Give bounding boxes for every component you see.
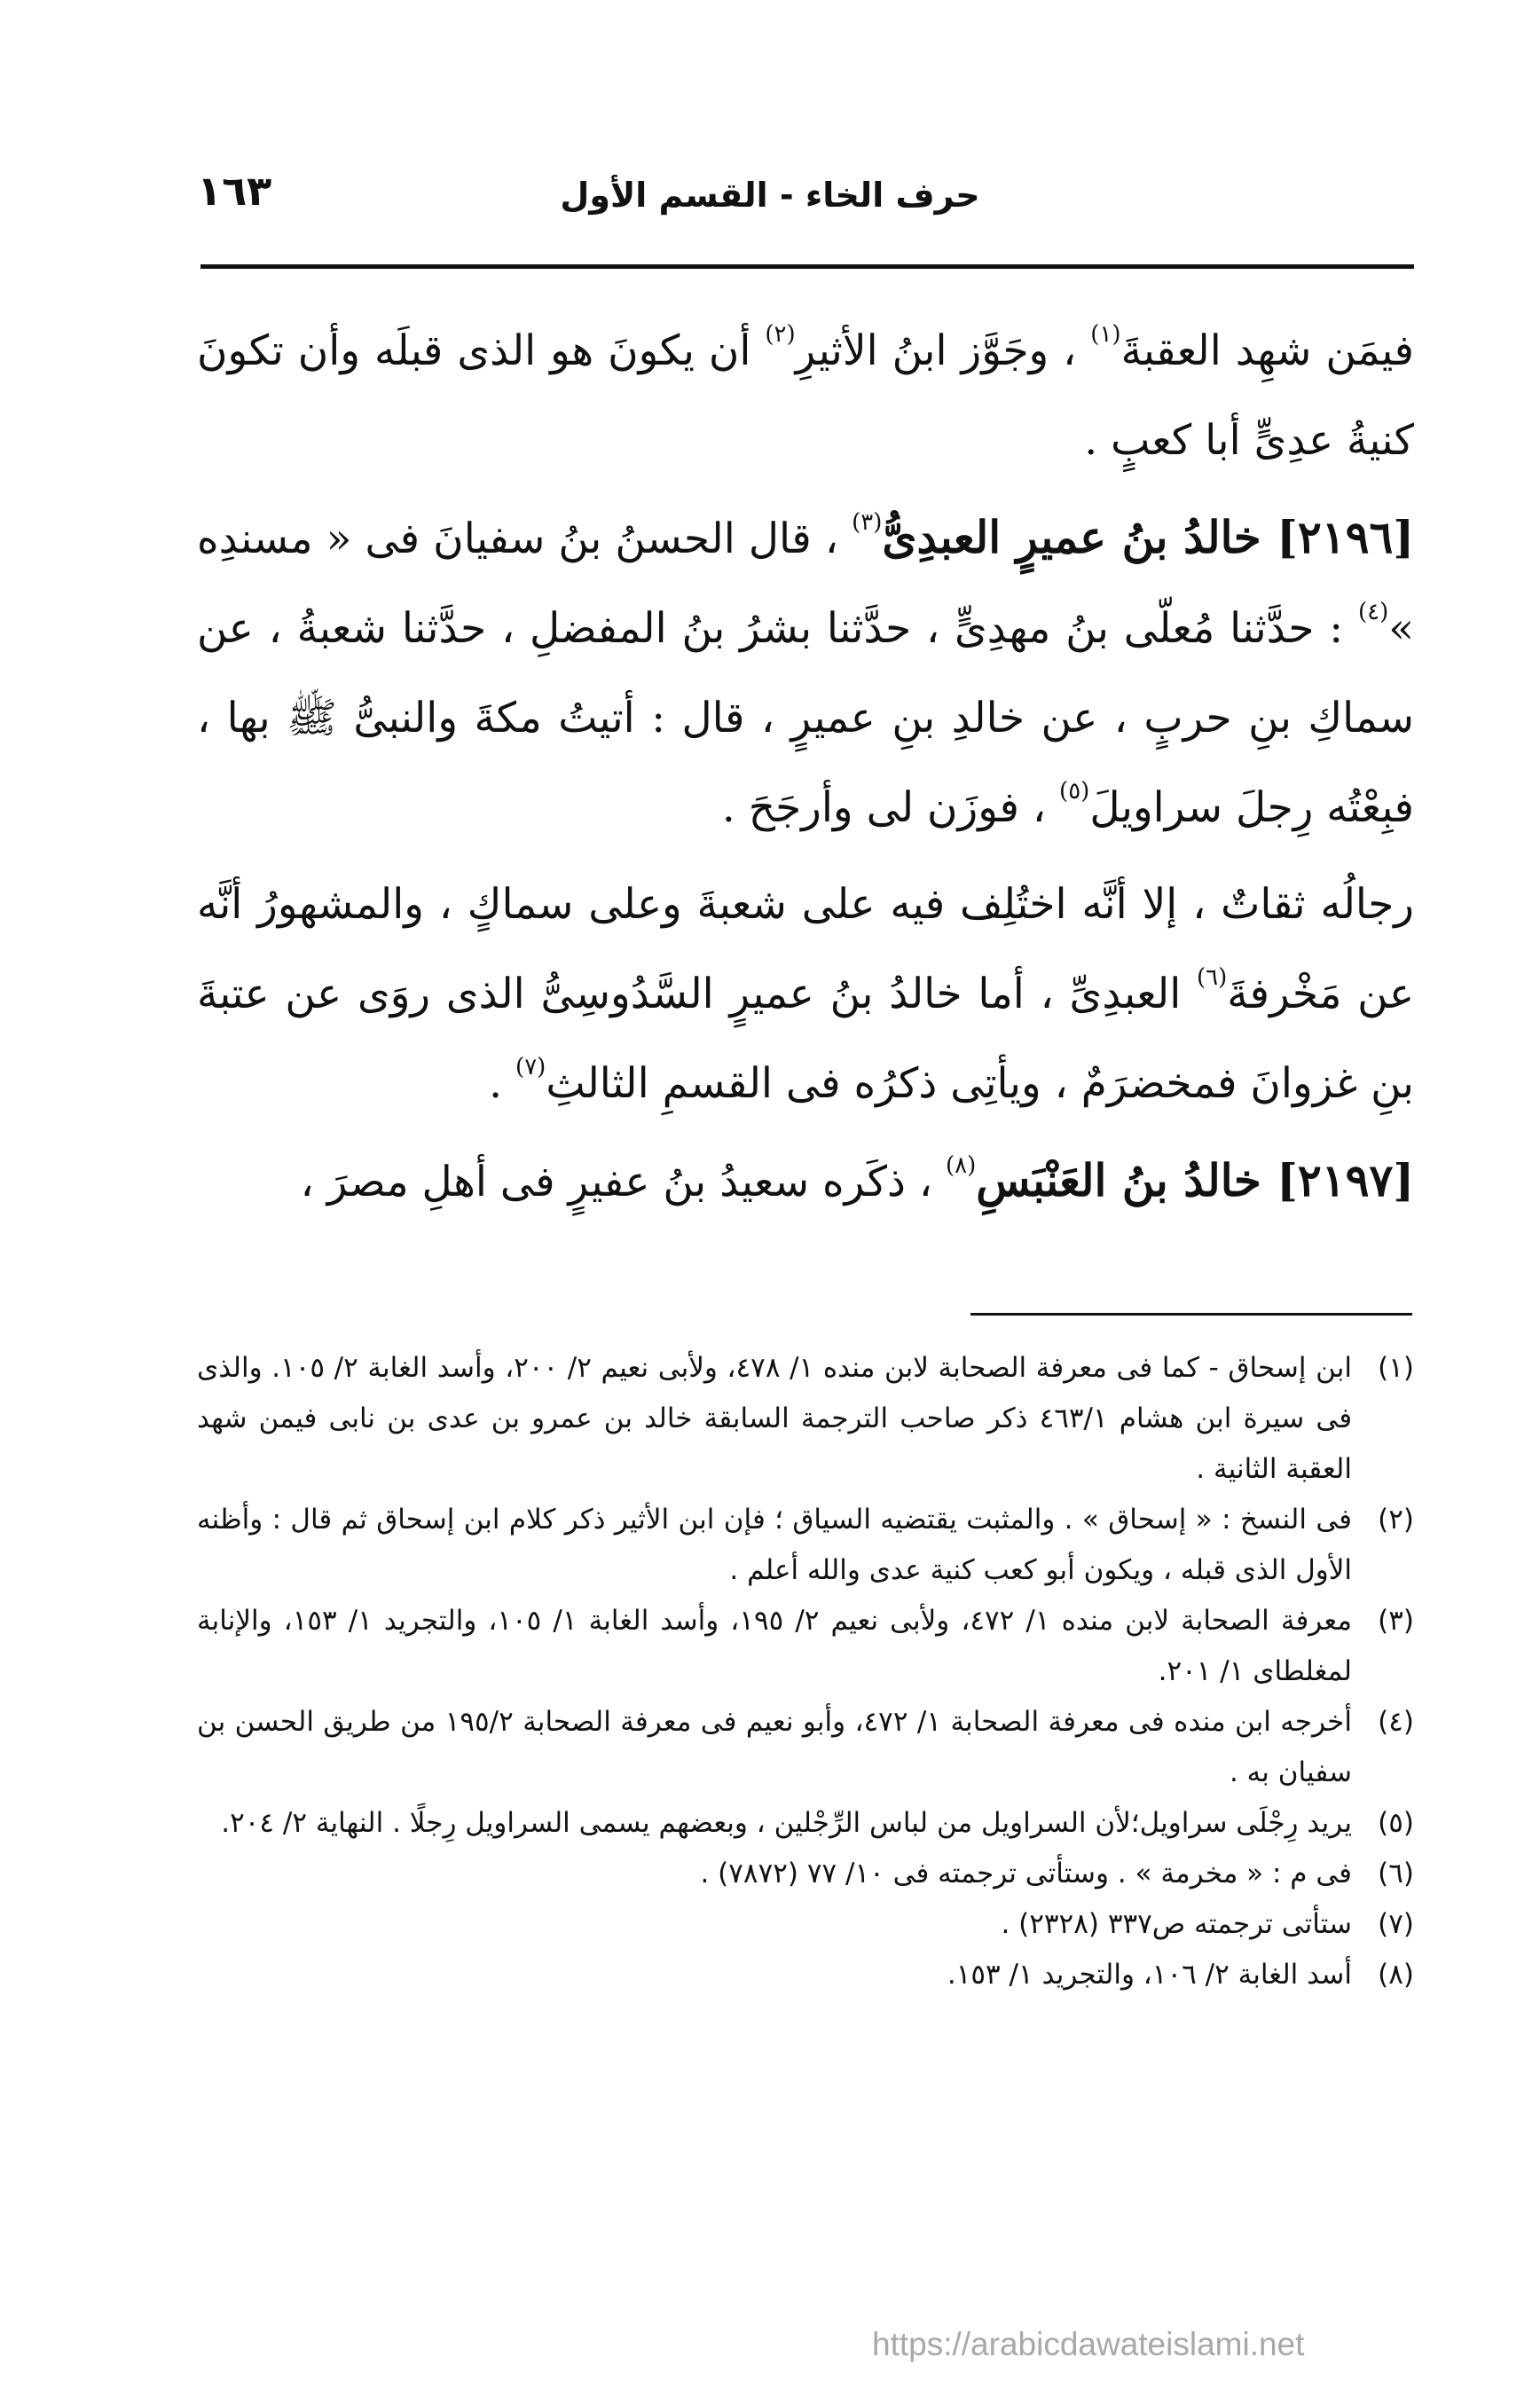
- paragraph-1: [197, 306, 1414, 485]
- header-divider: [200, 264, 1414, 269]
- footnote-item: [197, 1697, 1414, 1798]
- text-run: العبدِىِّ ، أما خالدُ بنُ عميرٍ السَّدُوسِىُّ الذى روَى عن عتبةَ بنِ غزوانَ فمخضرَمٌ ، ويأتِى ذكرُه فى القسمِ الثالثِ: [197, 970, 1414, 1108]
- entry-heading: [٢١٩٧] خالدُ بنُ العَنْبَسِ: [976, 1154, 1414, 1206]
- footnote-item: [197, 1495, 1414, 1596]
- text-run: ، فوزَن لى وأرجَحَ .: [721, 783, 1047, 832]
- footnote-number: (٣): [1378, 1605, 1414, 1637]
- footnote-divider: [970, 1313, 1412, 1316]
- footnote-number: (٤): [1378, 1706, 1414, 1738]
- entry-heading: [٢١٩٦] خالدُ بنُ عميرٍ العبدِىُّ: [882, 511, 1414, 563]
- text-run: : حدَّثنا مُعلّى بنُ مهدِىٍّ ، حدَّثنا بشرُ بنُ المفضلِ ، حدَّثنا شعبةُ ، عن سماكِ بنِ حربٍ ، عن خالدِ بنِ عميرٍ ، قال : أتيتُ مكةَ والنبىُّ ﷺ بها ، فبِعْتُه رِجلَ سراويلَ: [197, 604, 1414, 832]
- footnote-item: [197, 1798, 1414, 1849]
- footnote-ref[interactable]: (٤): [1357, 599, 1389, 625]
- footnote-number: (١): [1378, 1352, 1414, 1384]
- footnote-text: فى م : « مخرمة » . وستأتى ترجمته فى ١٠/ ٧٧ (٧٨٧٢) .: [700, 1858, 1352, 1889]
- text-run: ، وجَوَّز ابنُ الأثيرِ: [795, 326, 1077, 375]
- footnote-item: [197, 1899, 1414, 1950]
- footnote-number: (٧): [1378, 1908, 1414, 1940]
- text-run: ، ذكَره سعيدُ بنُ عفيرٍ فى أهلِ مصرَ ،: [300, 1158, 933, 1206]
- page-number: ١٦٣: [197, 167, 272, 215]
- footnote-number: (٨): [1378, 1959, 1414, 1991]
- footnote-text: أخرجه ابن منده فى معرفة الصحابة ١/ ٤٧٢، وأبو نعيم فى معرفة الصحابة ١٩٥/٢ من طريق الحسن بن سفيان به .: [197, 1706, 1352, 1788]
- footnote-ref[interactable]: (١): [1090, 321, 1121, 348]
- footnote-number: (٦): [1378, 1858, 1414, 1889]
- footnote-ref[interactable]: (٨): [945, 1152, 977, 1179]
- entry-2196: [197, 492, 1414, 852]
- footnote-number: (٢): [1378, 1504, 1414, 1536]
- paragraph-3: [197, 860, 1414, 1128]
- footnote-text: أسد الغابة ٢/ ١٠٦، والتجريد ١/ ١٥٣.: [947, 1959, 1352, 1991]
- text-run: .: [489, 1059, 503, 1108]
- text-run: رجالُه ثقاتٌ ، إلا أنَّه اختُلِف فيه على شعبةَ وعلى سماكٍ ، والمشهورُ أنَّه عن مَخْرفةَ: [197, 880, 1415, 1018]
- text-run: أن يكونَ هو الذى قبلَه وأن تكونَ كنيةُ عدِىٍّ أبا كعبٍ .: [197, 326, 1414, 465]
- footnote-item: [197, 1343, 1414, 1495]
- footnote-item: [197, 1950, 1414, 2000]
- footnote-text: فى النسخ : « إسحاق » . والمثبت يقتضيه السياق ؛ فإن ابن الأثير ذكر كلام ابن إسحاق ثم قال : وأظنه الأول الذى قبله ، ويكون أبو كعب كنية عدى والله أعلم .: [197, 1504, 1352, 1586]
- footnote-item: [197, 1849, 1414, 1899]
- text-run: ، قال الحسنُ بنُ سفيانَ فى « مسندِه »: [197, 515, 1414, 653]
- footnote-text: يريد رِجْلَى سراويل؛لأن السراويل من لباس الرِّجْلين ، وبعضهم يسمى السراويل رِجلًا . النهاية ٢/ ٢٠٤.: [221, 1807, 1352, 1839]
- footnote-number: (٥): [1378, 1807, 1414, 1839]
- footnote-text: معرفة الصحابة لابن منده ١/ ٤٧٢، ولأبى نعيم ٢/ ١٩٥، وأسد الغابة ١/ ١٠٥، والتجريد ١/ ١٥٣، والإنابة لمغلطاى ١/ ٢٠١.: [197, 1605, 1352, 1687]
- main-text: [197, 306, 1414, 1227]
- footnotes: [197, 1343, 1414, 2000]
- entry-2197: [197, 1135, 1414, 1227]
- footnote-text: ابن إسحاق - كما فى معرفة الصحابة لابن منده ١/ ٤٧٨، ولأبى نعيم ٢/ ٢٠٠، وأسد الغابة ٢/ ١٠٥. والذى فى سيرة ابن هشام ٤٦٣/١ ذكر صاحب الترجمة السابقة خالد بن عمرو بن عدى بن نابى فيمن شهد العقبة الثانية .: [197, 1352, 1353, 1485]
- footnote-ref[interactable]: (٦): [1197, 964, 1228, 991]
- footnote-text: ستأتى ترجمته ص٣٣٧ (٢٣٢٨) .: [1001, 1908, 1352, 1940]
- text-run: فيمَن شهِد العقبةَ: [1120, 326, 1414, 375]
- footnote-ref[interactable]: (٢): [765, 321, 796, 348]
- running-header-title: حرف الخاء - القسم الأول: [560, 176, 980, 215]
- watermark-url: https://arabicdawateislami.net: [872, 2326, 1305, 2362]
- footnote-ref[interactable]: (٥): [1059, 778, 1090, 805]
- footnote-ref[interactable]: (٧): [515, 1054, 546, 1080]
- footnote-ref[interactable]: (٣): [852, 509, 883, 536]
- footnote-item: [197, 1596, 1414, 1697]
